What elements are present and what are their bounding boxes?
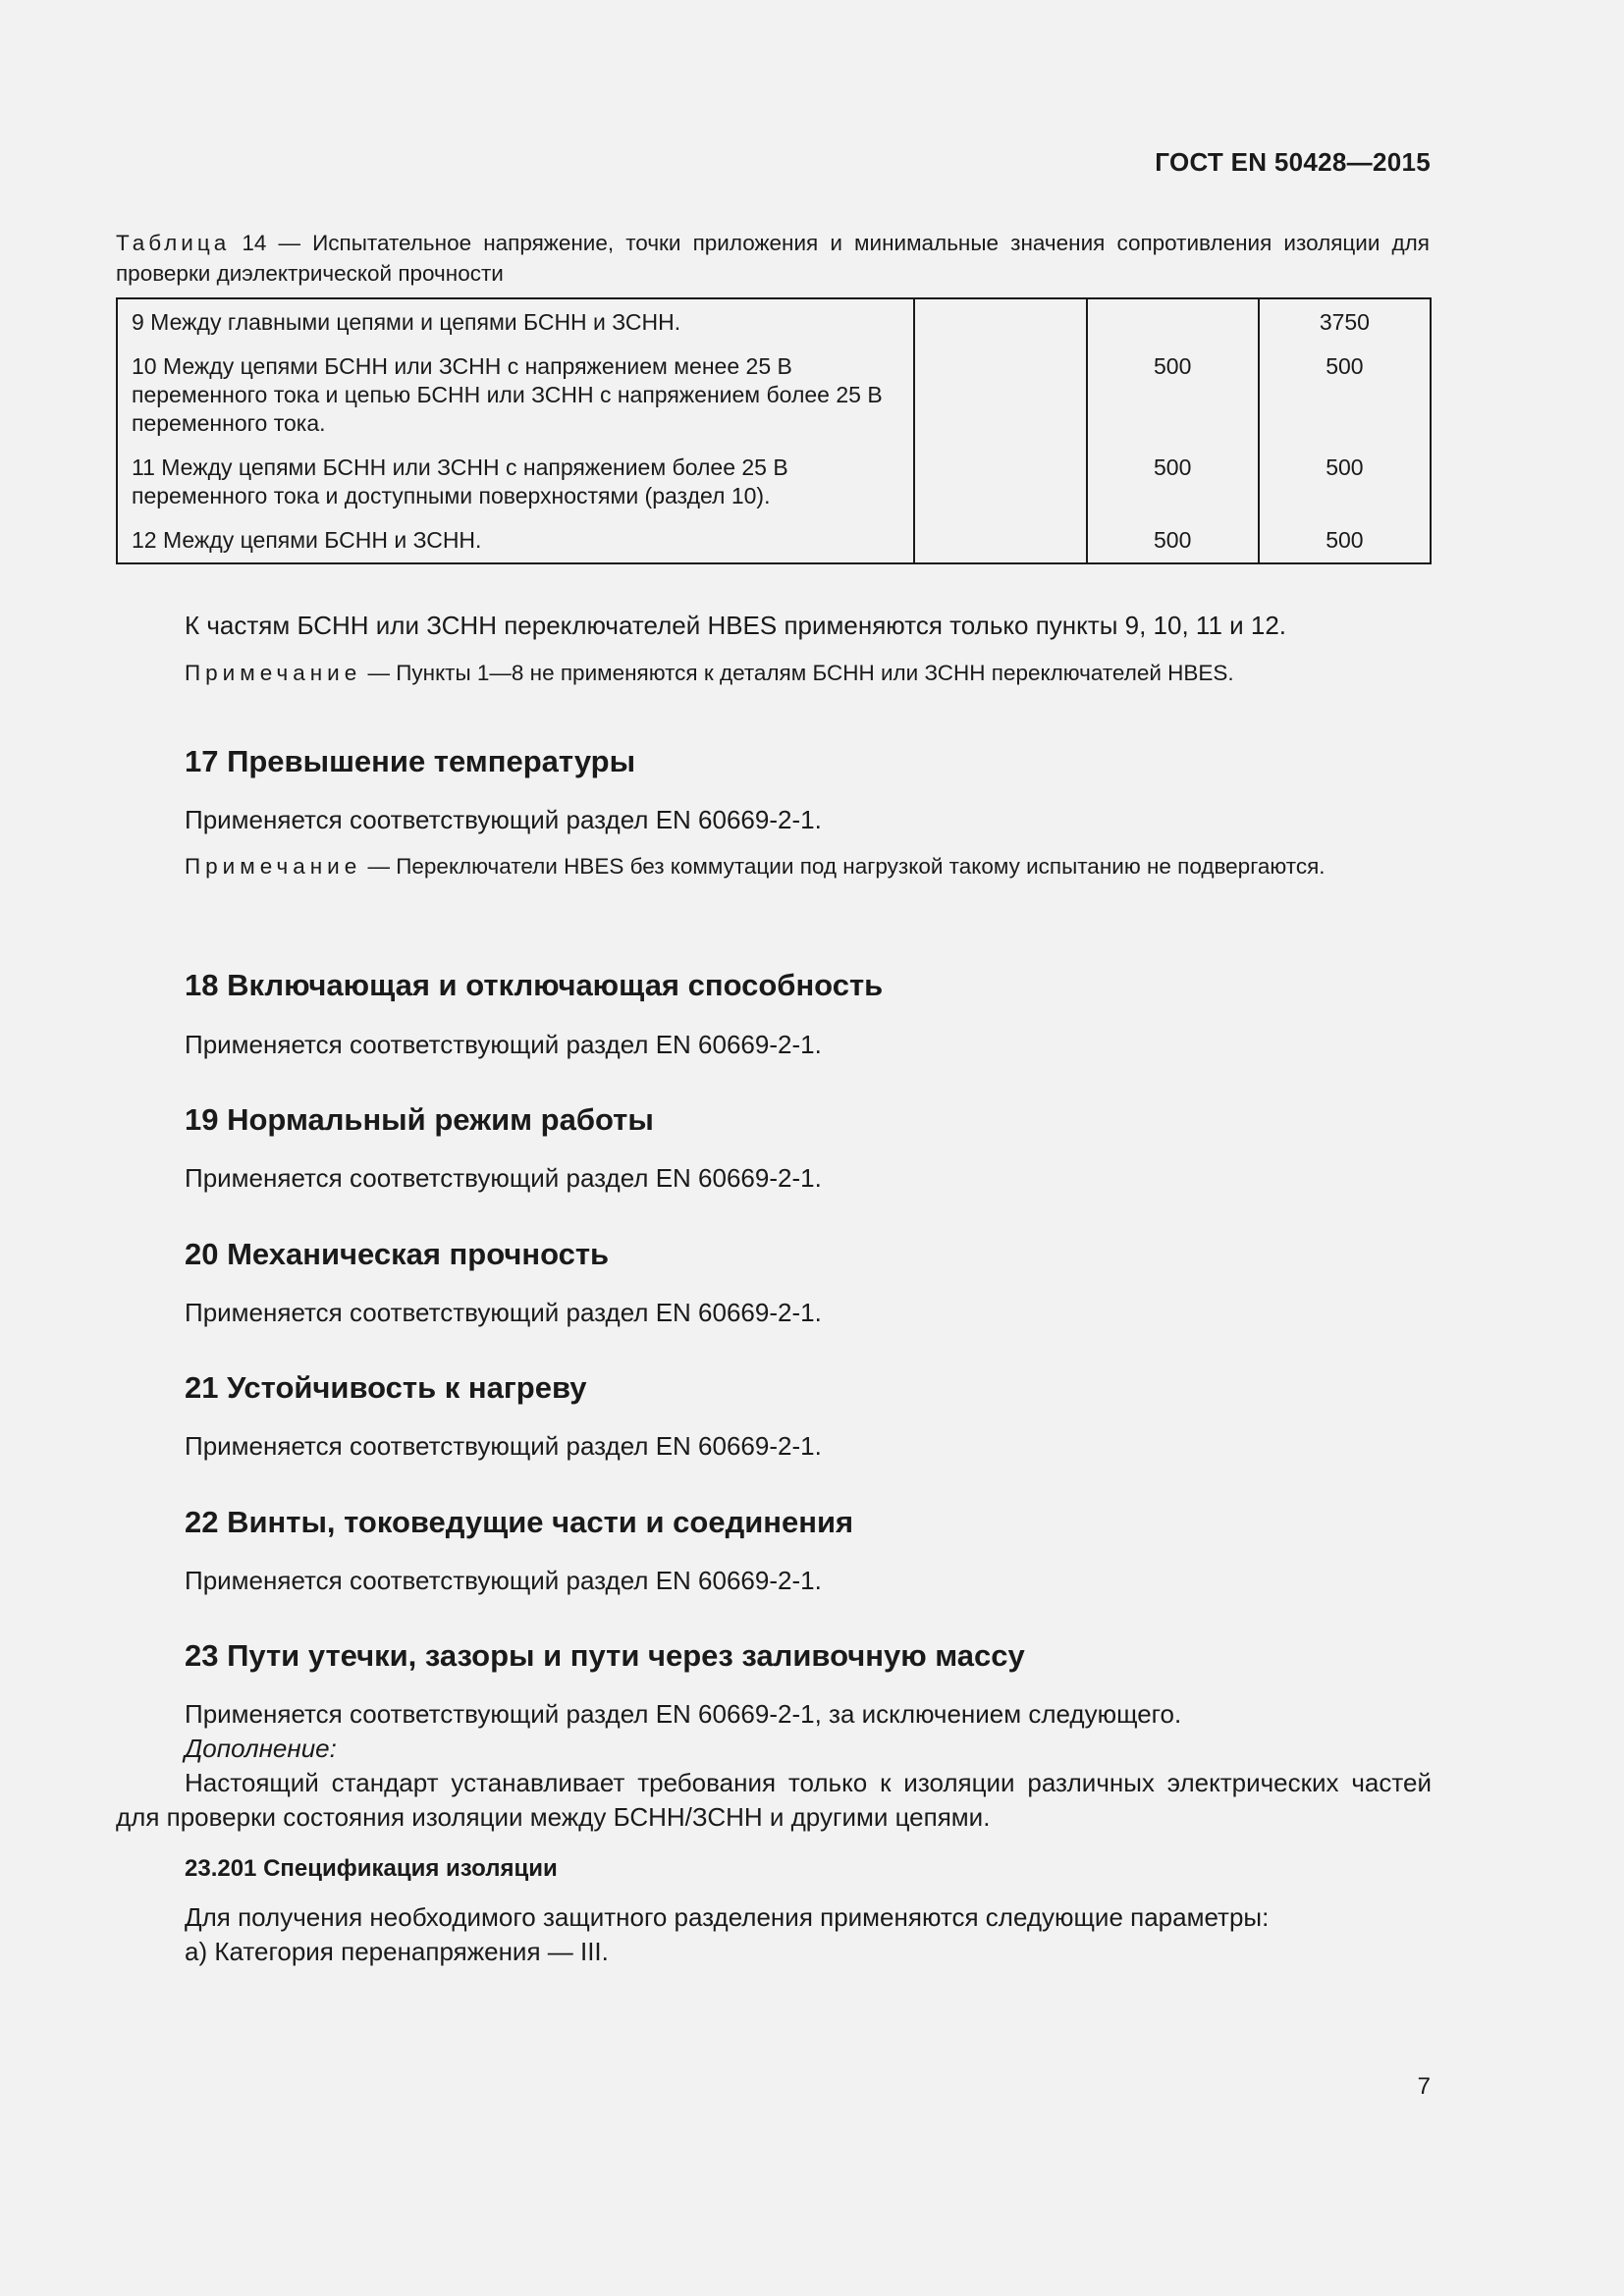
table-cell: 500 — [1259, 526, 1431, 563]
table-row — [117, 352, 1431, 454]
note-label: Примечание — [185, 661, 362, 685]
section-23-addition-label: Дополнение: — [185, 1734, 337, 1763]
section-21-title: 21 Устойчивость к нагреву — [185, 1370, 587, 1405]
section-23-201-text: Для получения необходимого защитного разделения применяются следующие параметры: — [185, 1902, 1270, 1932]
section-17-text: Применяется соответствующий раздел EN 60669-2-1. — [185, 805, 822, 834]
test-voltage-table — [116, 297, 1432, 564]
section-23-text: Применяется соответствующий раздел EN 60669-2-1, за исключением следующего. — [185, 1699, 1182, 1729]
table-cell — [914, 454, 1086, 526]
section-23-addition-text: Настоящий стандарт устанавливает требования только к изоляции различных электрических частей для проверки состояния изоляции между БСНН/ЗСНН и другими цепями. — [116, 1768, 1432, 1832]
table-cell — [914, 526, 1086, 563]
note-text: — Пункты 1—8 не применяются к деталям БСНН или ЗСНН переключателей HBES. — [361, 661, 1234, 685]
table-cell — [914, 352, 1086, 454]
section-17-note — [116, 851, 1432, 881]
table-cell-text: 12 Между цепями БСНН и ЗСНН. — [117, 526, 914, 563]
document-code: ГОСТ EN 50428—2015 — [1155, 147, 1431, 177]
table-cell — [914, 298, 1086, 352]
table-row — [117, 298, 1431, 352]
section-20-title: 20 Механическая прочность — [185, 1237, 610, 1271]
table-cell: 500 — [1259, 352, 1431, 454]
note-text: — Переключатели HBES без коммутации под нагрузкой такому испытанию не подвергаются. — [361, 854, 1326, 879]
table-cell: 3750 — [1259, 298, 1431, 352]
table-cell-text: 9 Между главными цепями и цепями БСНН и ЗСНН. — [117, 298, 914, 352]
note-label: Примечание — [185, 854, 362, 879]
section-18-text: Применяется соответствующий раздел EN 60669-2-1. — [185, 1030, 822, 1059]
table-cell-text: 10 Между цепями БСНН или ЗСНН с напряжением менее 25 В переменного тока и цепью БСНН или ЗСНН с напряжением более 25 В переменного тока. — [117, 352, 914, 454]
table-caption-text: 14 — Испытательное напряжение, точки приложения и минимальные значения сопротивления изоляции для проверки диэлектрической прочности — [116, 231, 1430, 286]
section-19-text: Применяется соответствующий раздел EN 60669-2-1. — [185, 1163, 822, 1193]
section-19-title: 19 Нормальный режим работы — [185, 1102, 654, 1137]
table-row — [117, 526, 1431, 563]
page-number: 7 — [1417, 2073, 1431, 2100]
section-18-title: 18 Включающая и отключающая способность — [185, 968, 884, 1002]
section-22-text: Применяется соответствующий раздел EN 60669-2-1. — [185, 1566, 822, 1595]
section-22-title: 22 Винты, токоведущие части и соединения — [185, 1505, 854, 1539]
section-23-201-item-a: а) Категория перенапряжения — III. — [185, 1937, 609, 1966]
section-20-text: Применяется соответствующий раздел EN 60669-2-1. — [185, 1298, 822, 1327]
table-note — [116, 658, 1432, 688]
section-21-text: Применяется соответствующий раздел EN 60669-2-1. — [185, 1431, 822, 1461]
table-applicability-text: К частям БСНН или ЗСНН переключателей HBES применяются только пункты 9, 10, 11 и 12. — [185, 611, 1287, 640]
table-row — [117, 454, 1431, 526]
table-cell-text: 11 Между цепями БСНН или ЗСНН с напряжением более 25 В переменного тока и доступными поверхностями (раздел 10). — [117, 454, 914, 526]
table-cell: 500 — [1087, 454, 1259, 526]
table-caption — [116, 228, 1430, 289]
table-cell: 500 — [1087, 526, 1259, 563]
section-23-title: 23 Пути утечки, зазоры и пути через заливочную массу — [185, 1638, 1025, 1673]
table-cell: 500 — [1259, 454, 1431, 526]
table-cell: 500 — [1087, 352, 1259, 454]
section-23-201-title: 23.201 Спецификация изоляции — [185, 1855, 558, 1882]
table-cell — [1087, 298, 1259, 352]
section-17-title: 17 Превышение температуры — [185, 744, 636, 778]
table-caption-label: Таблица — [116, 231, 231, 255]
